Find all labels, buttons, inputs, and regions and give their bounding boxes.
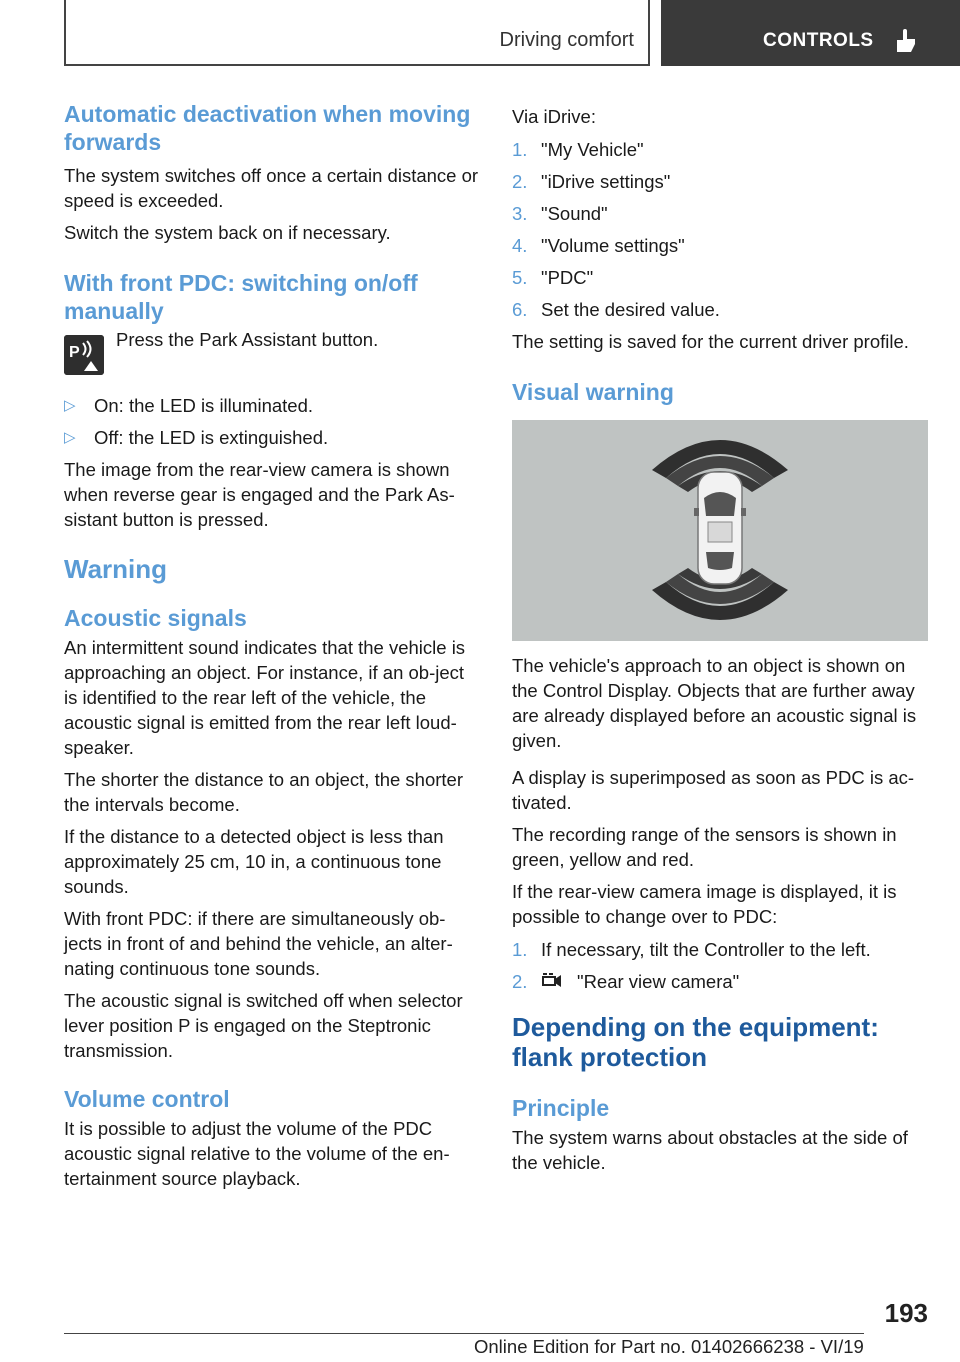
step-item: 1. "My Vehicle" xyxy=(512,139,644,160)
rear-view-camera-icon xyxy=(541,971,567,991)
heading-auto-deactivation: Automatic deactivation when moving forwards xyxy=(64,101,471,155)
paragraph: The image from the rear-view camera is shown when reverse gear is engaged and the Park As-sistant button is pressed. xyxy=(64,459,455,530)
footer-divider xyxy=(64,1333,864,1334)
pointing-hand-icon xyxy=(893,28,919,54)
section-title: Driving comfort xyxy=(499,29,634,51)
step-item: 6. Set the desired value. xyxy=(512,299,720,320)
paragraph: The setting is saved for the current driver profile. xyxy=(512,331,909,352)
step-item: 3. "Sound" xyxy=(512,203,608,224)
left-column xyxy=(64,100,482,1191)
heading-front-pdc: With front PDC: switching on/off manually xyxy=(64,270,418,324)
paragraph: The acoustic signal is switched off when selector lever position P is engaged on the Steptronic transmission. xyxy=(64,990,463,1061)
camera-switch-steps-list xyxy=(512,937,930,994)
section-tab xyxy=(64,0,650,66)
park-assistant-button-icon xyxy=(64,335,104,375)
paragraph: A display is superimposed as soon as PDC is ac-tivated. xyxy=(512,767,915,813)
svg-text:P: P xyxy=(69,344,80,361)
heading-principle: Principle xyxy=(512,1095,610,1121)
paragraph: It is possible to adjust the volume of the PDC acoustic signal relative to the volume of the en-tertainment source playback. xyxy=(64,1118,450,1189)
list-item: ▷ On: the LED is illuminated. xyxy=(64,395,314,416)
paragraph: If the rear-view camera image is displayed, it is possible to change over to PDC: xyxy=(512,881,897,927)
paragraph: If the distance to a detected object is less than approximately 25 cm, 10 in, a continuous tone sounds. xyxy=(64,826,444,897)
paragraph: With front PDC: if there are simultaneously ob-jects in front of and behind the vehicle, an alter-nating continuous tone sounds. xyxy=(64,908,453,979)
right-column xyxy=(512,100,930,1175)
paragraph: The system warns about obstacles at the side of the vehicle. xyxy=(512,1127,908,1173)
step-item: 1. If necessary, tilt the Controller to the left. xyxy=(512,939,871,960)
paragraph: The system switches off once a certain distance or speed is exceeded. xyxy=(64,165,479,211)
heading-warning: Warning xyxy=(64,554,168,584)
park-assistant-instruction xyxy=(64,329,482,381)
triangle-bullet-icon: ▷ xyxy=(64,397,76,414)
page-header xyxy=(0,0,960,66)
list-item: ▷ Off: the LED is extinguished. xyxy=(64,427,329,448)
edition-note: Online Edition for Part no. 01402666238 - VI/19 xyxy=(474,1336,864,1357)
step-item: 4. "Volume settings" xyxy=(512,235,685,256)
heading-flank-protection: Depending on the equipment: flank protection xyxy=(512,1012,879,1072)
chapter-tab xyxy=(661,0,960,66)
paragraph: Switch the system back on if necessary. xyxy=(64,222,391,243)
paragraph: The vehicle's approach to an object is shown on the Control Display. Objects that are further away are already displayed before an acoustic signal is given. xyxy=(512,655,917,751)
button-instruction-text: Press the Park Assistant button. xyxy=(116,329,379,350)
paragraph: An intermittent sound indicates that the vehicle is approaching an object. For instance, if an ob-ject is identified to the rear left of the vehicle, the acoustic signal is emitted from the rear left loud-speaker. xyxy=(64,637,466,758)
triangle-bullet-icon: ▷ xyxy=(64,429,76,446)
via-idrive-text: Via iDrive: xyxy=(512,106,596,127)
heading-acoustic-signals: Acoustic signals xyxy=(64,605,247,631)
page-number: 193 xyxy=(884,1298,928,1328)
idrive-steps-list xyxy=(512,137,930,322)
heading-visual-warning: Visual warning xyxy=(512,379,674,405)
step-item: 5. "PDC" xyxy=(512,267,594,288)
pdc-visual-warning-illustration xyxy=(512,420,928,641)
paragraph: The shorter the distance to an object, the shorter the intervals become. xyxy=(64,769,464,815)
led-status-list xyxy=(64,393,482,450)
chapter-title: CONTROLS xyxy=(763,30,874,51)
heading-volume-control: Volume control xyxy=(64,1086,230,1112)
step-item: 2. "iDrive settings" xyxy=(512,171,671,192)
step-item: 2. "Rear view camera" xyxy=(512,971,740,992)
paragraph: The recording range of the sensors is shown in green, yellow and red. xyxy=(512,824,897,870)
pdc-display-graphic xyxy=(512,420,928,641)
